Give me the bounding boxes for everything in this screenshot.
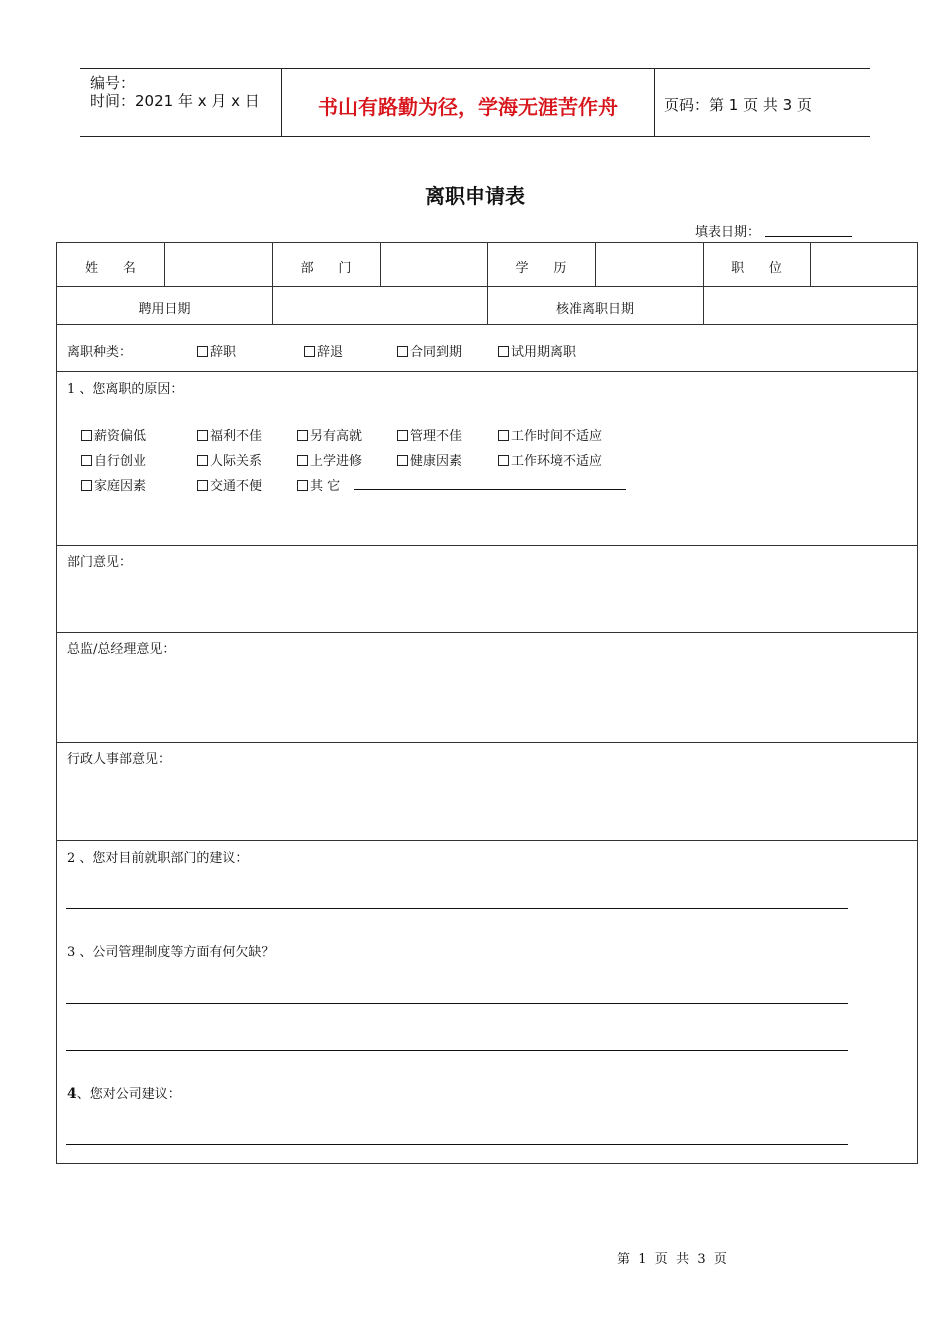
field-name[interactable]: [165, 243, 271, 286]
label-hire-date: 聘用日期: [138, 302, 191, 317]
reason-checkbox[interactable]: 人际关系: [197, 450, 262, 469]
question-4-text: 、您对公司建议：: [76, 1087, 181, 1102]
answer-line-q4[interactable]: [66, 1144, 848, 1145]
field-education[interactable]: [596, 243, 702, 286]
separation-type-label: 离职种类：: [67, 345, 133, 360]
label-position: 职 位: [731, 261, 782, 276]
checkbox-icon: [197, 455, 208, 466]
checkbox-icon: [397, 455, 408, 466]
row-divider: [57, 545, 917, 546]
checkbox-icon: [397, 346, 408, 357]
header-divider-right: [654, 69, 655, 136]
reason-checkbox[interactable]: 薪资偏低: [81, 425, 146, 444]
dept-opinion-field[interactable]: [57, 571, 917, 631]
label-department: 部 门: [300, 261, 352, 276]
field-department[interactable]: [381, 243, 487, 286]
header-page-label: 页码：第 1 页 共 3 页: [664, 96, 812, 114]
checkbox-icon: [297, 430, 308, 441]
field-approved-date[interactable]: [704, 287, 917, 324]
field-position[interactable]: [811, 243, 917, 286]
reason-checkbox[interactable]: 工作环境不适应: [498, 450, 602, 469]
question-4: [67, 1083, 181, 1102]
reason-checkbox[interactable]: 交通不便: [197, 475, 262, 494]
row-divider: [57, 840, 917, 841]
director-opinion-label: 总监/总经理意见：: [67, 642, 176, 657]
dept-opinion-label: 部门意见：: [67, 555, 133, 570]
header-bottom-rule: [80, 136, 870, 137]
reason-checkbox[interactable]: 健康因素: [397, 450, 462, 469]
hr-opinion-label: 行政人事部意见：: [67, 752, 172, 767]
other-reason-field[interactable]: [354, 489, 626, 490]
answer-line-q3[interactable]: [66, 1003, 848, 1004]
question-2: 2 、您对目前就职部门的建议：: [67, 851, 249, 866]
checkbox-icon: [197, 480, 208, 491]
checkbox-icon: [197, 430, 208, 441]
reason-checkbox[interactable]: 家庭因素: [81, 475, 146, 494]
checkbox-icon: [397, 430, 408, 441]
header-time-label: 时间：2021 年 x 月 x 日: [90, 92, 260, 110]
option-probation-leave[interactable]: 试用期离职: [498, 341, 576, 360]
checkbox-icon: [197, 346, 208, 357]
checkbox-icon: [304, 346, 315, 357]
reasons-question: 1 、您离职的原因：: [67, 382, 184, 397]
row-divider: [57, 632, 917, 633]
checkbox-icon: [498, 430, 509, 441]
page-footer: 第 1 页 共 3 页: [617, 1252, 727, 1267]
checkbox-icon: [297, 455, 308, 466]
label-education: 学 历: [515, 261, 567, 276]
checkbox-icon: [81, 430, 92, 441]
fill-date-field[interactable]: [765, 236, 852, 237]
reason-checkbox[interactable]: 上学进修: [297, 450, 362, 469]
answer-line-q3[interactable]: [66, 1050, 848, 1051]
question-4-number: 4: [67, 1086, 77, 1102]
option-contract-expired[interactable]: 合同到期: [397, 341, 462, 360]
checkbox-icon: [297, 480, 308, 491]
label-name: 姓 名: [85, 261, 136, 276]
checkbox-icon: [498, 346, 509, 357]
hr-opinion-field[interactable]: [57, 768, 917, 839]
row-divider: [57, 324, 917, 325]
fill-date-label: 填表日期：: [695, 225, 761, 240]
reason-checkbox[interactable]: 自行创业: [81, 450, 146, 469]
field-hire-date[interactable]: [273, 287, 487, 324]
resignation-form: [56, 242, 918, 1164]
reason-checkbox[interactable]: 另有高就: [297, 425, 362, 444]
answer-line-q2[interactable]: [66, 908, 848, 909]
option-dismissed[interactable]: 辞退: [304, 341, 343, 360]
reason-checkbox[interactable]: 工作时间不适应: [498, 425, 602, 444]
row-divider: [57, 371, 917, 372]
checkbox-icon: [498, 455, 509, 466]
header-number-label: 编号：: [90, 74, 136, 92]
header-top-rule: [80, 68, 870, 69]
reason-checkbox-other[interactable]: 其 它: [297, 475, 340, 494]
option-resign[interactable]: 辞职: [197, 341, 236, 360]
row-divider: [57, 742, 917, 743]
header-motto: 书山有路勤为径，学海无涯苦作舟: [318, 95, 618, 119]
director-opinion-field[interactable]: [57, 658, 917, 741]
checkbox-icon: [81, 480, 92, 491]
document-title: 离职申请表: [425, 184, 525, 208]
checkbox-icon: [81, 455, 92, 466]
label-approved-date: 核准离职日期: [555, 302, 634, 317]
question-3: 3 、公司管理制度等方面有何欠缺？: [67, 945, 275, 960]
reason-checkbox[interactable]: 福利不佳: [197, 425, 262, 444]
reason-checkbox[interactable]: 管理不佳: [397, 425, 462, 444]
